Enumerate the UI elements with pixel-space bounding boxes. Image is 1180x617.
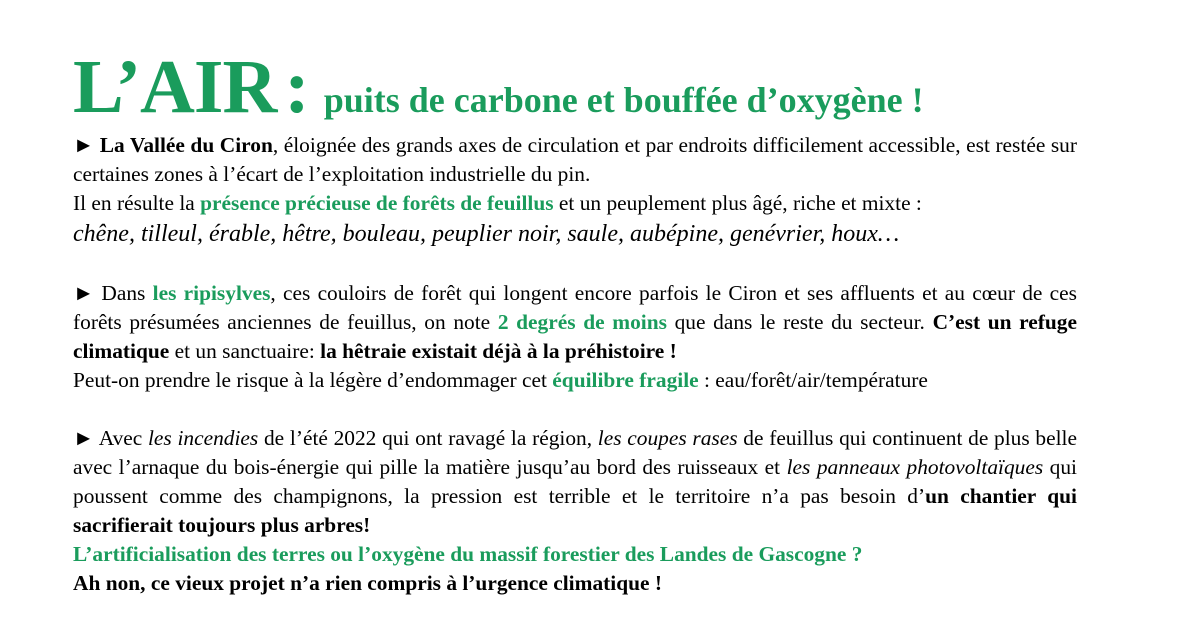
refuge-statement: C’est un refuge climatique (73, 310, 1077, 363)
paragraph-text: de feuillus qui continuent de plus belle avec l’arnaque du bois-énergie qui pille la matière jusqu’au bord des ruisseaux et (73, 426, 1077, 479)
paragraph-text: , ces couloirs de forêt qui longent encore parfois le Ciron et ses affluents et au cœur de ces forêts présumées anciennes de feuillus, on note (73, 281, 1077, 334)
chantier-statement: un chantier qui sacrifierait toujours plus arbres! (73, 484, 1077, 537)
paragraph-text: , éloignée des grands axes de circulation et par endroits difficilement accessible, est restée sur certaines zones à l’écart de l’exploitation industrielle du pin. (73, 133, 1077, 186)
bullet-arrow: ► (73, 281, 95, 305)
paragraph-incendies (73, 424, 1077, 540)
incendies-text: les incendies (147, 426, 259, 450)
vallee-name: La Vallée du Ciron (99, 133, 273, 157)
paragraph-text: et un peuplement plus âgé, riche et mixte : (553, 191, 922, 215)
panneaux-text: les panneaux photovoltaïques (786, 455, 1044, 479)
bullet-arrow: ► (73, 426, 95, 450)
highlight-feuillus: présence précieuse de forêts de feuillus (200, 191, 554, 215)
paragraph-text: de l’été 2022 qui ont ravagé la région, (258, 426, 598, 450)
paragraph-ripisylves (73, 279, 1077, 366)
highlight-ripisylves: les ripisylves (152, 281, 271, 305)
coupes-text: les coupes rases (597, 426, 738, 450)
paragraph-text: Il en résulte la (73, 191, 201, 215)
paragraph-text: qui poussent comme des champignons, la pression est terrible et le territoire n’a pas besoin d’ (73, 455, 1077, 508)
artificialisation-question: L’artificialisation des terres ou l’oxygène du massif forestier des Landes de Gascogne ? (73, 542, 863, 566)
hetraie-statement: la hêtraie existait déjà à la préhistoire ! (320, 339, 677, 363)
paragraph-vallee (73, 131, 1077, 189)
paragraph-equilibre (73, 366, 1077, 395)
title-main: L’AIR (73, 45, 277, 129)
species-list: chêne, tilleul, érable, hêtre, bouleau, peuplier noir, saule, aubépine, genévrier, houx… (73, 221, 900, 247)
paragraph-text: Dans (94, 281, 153, 305)
bullet-arrow: ► (73, 133, 95, 157)
highlight-equilibre: équilibre fragile (552, 368, 699, 392)
title-colon: : (284, 45, 310, 129)
document-body (73, 131, 1077, 598)
paragraph-text: et un sanctuaire: (169, 339, 321, 363)
paragraph-text: Avec (94, 426, 148, 450)
page-title (73, 44, 924, 131)
paragraph-text: que dans le reste du secteur. (666, 310, 933, 334)
title-subtitle: puits de carbone et bouffée d’oxygène ! (323, 80, 924, 120)
paragraph-text: Peut-on prendre le risque à la légère d’endommager cet (73, 368, 553, 392)
paragraph-feuillus (73, 189, 1077, 218)
conclusion-statement: Ah non, ce vieux projet n’a rien compris à l’urgence climatique ! (73, 571, 662, 595)
highlight-degres: 2 degrés de moins (497, 310, 667, 334)
paragraph-text: : eau/forêt/air/température (698, 368, 928, 392)
